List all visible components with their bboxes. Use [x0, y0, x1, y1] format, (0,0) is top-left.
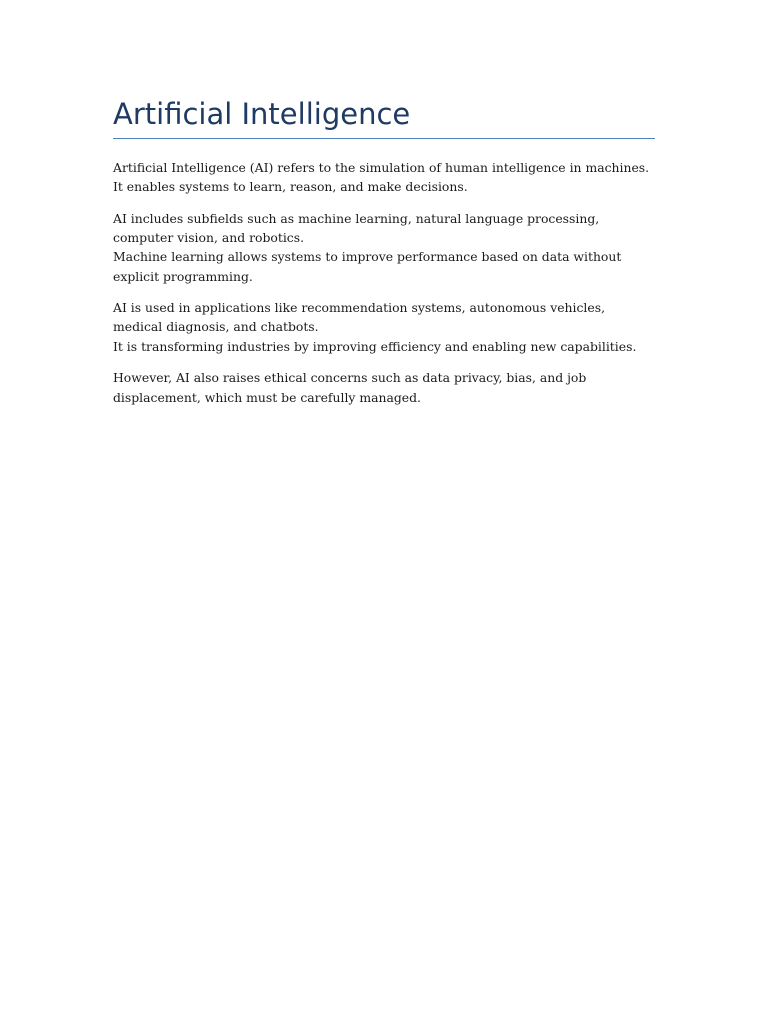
paragraph-definition	[113, 158, 655, 196]
paragraph-ethics	[113, 368, 655, 406]
paragraph-line: Machine learning allows systems to improve performance based on data without explicit programming.	[113, 249, 622, 284]
document-body	[113, 158, 655, 407]
document-title: Artificial Intelligence	[113, 94, 655, 139]
paragraph-applications	[113, 298, 655, 356]
paragraph-subfields	[113, 209, 655, 286]
paragraph-line: AI includes subfields such as machine learning, natural language processing, computer vision, and robotics.	[113, 210, 600, 246]
paragraph-line: It is transforming industries by improving efficiency and enabling new capabilities.	[113, 338, 637, 354]
paragraph-line: Artificial Intelligence (AI) refers to the simulation of human intelligence in machines.	[113, 160, 650, 175]
document-page	[113, 94, 655, 419]
paragraph-line: AI is used in applications like recommendation systems, autonomous vehicles, medical diagnosis, and chatbots.	[113, 300, 606, 335]
paragraph-line: However, AI also raises ethical concerns such as data privacy, bias, and job displacement, which must be carefully managed.	[113, 370, 587, 405]
paragraph-line: It enables systems to learn, reason, and make decisions.	[113, 179, 468, 195]
